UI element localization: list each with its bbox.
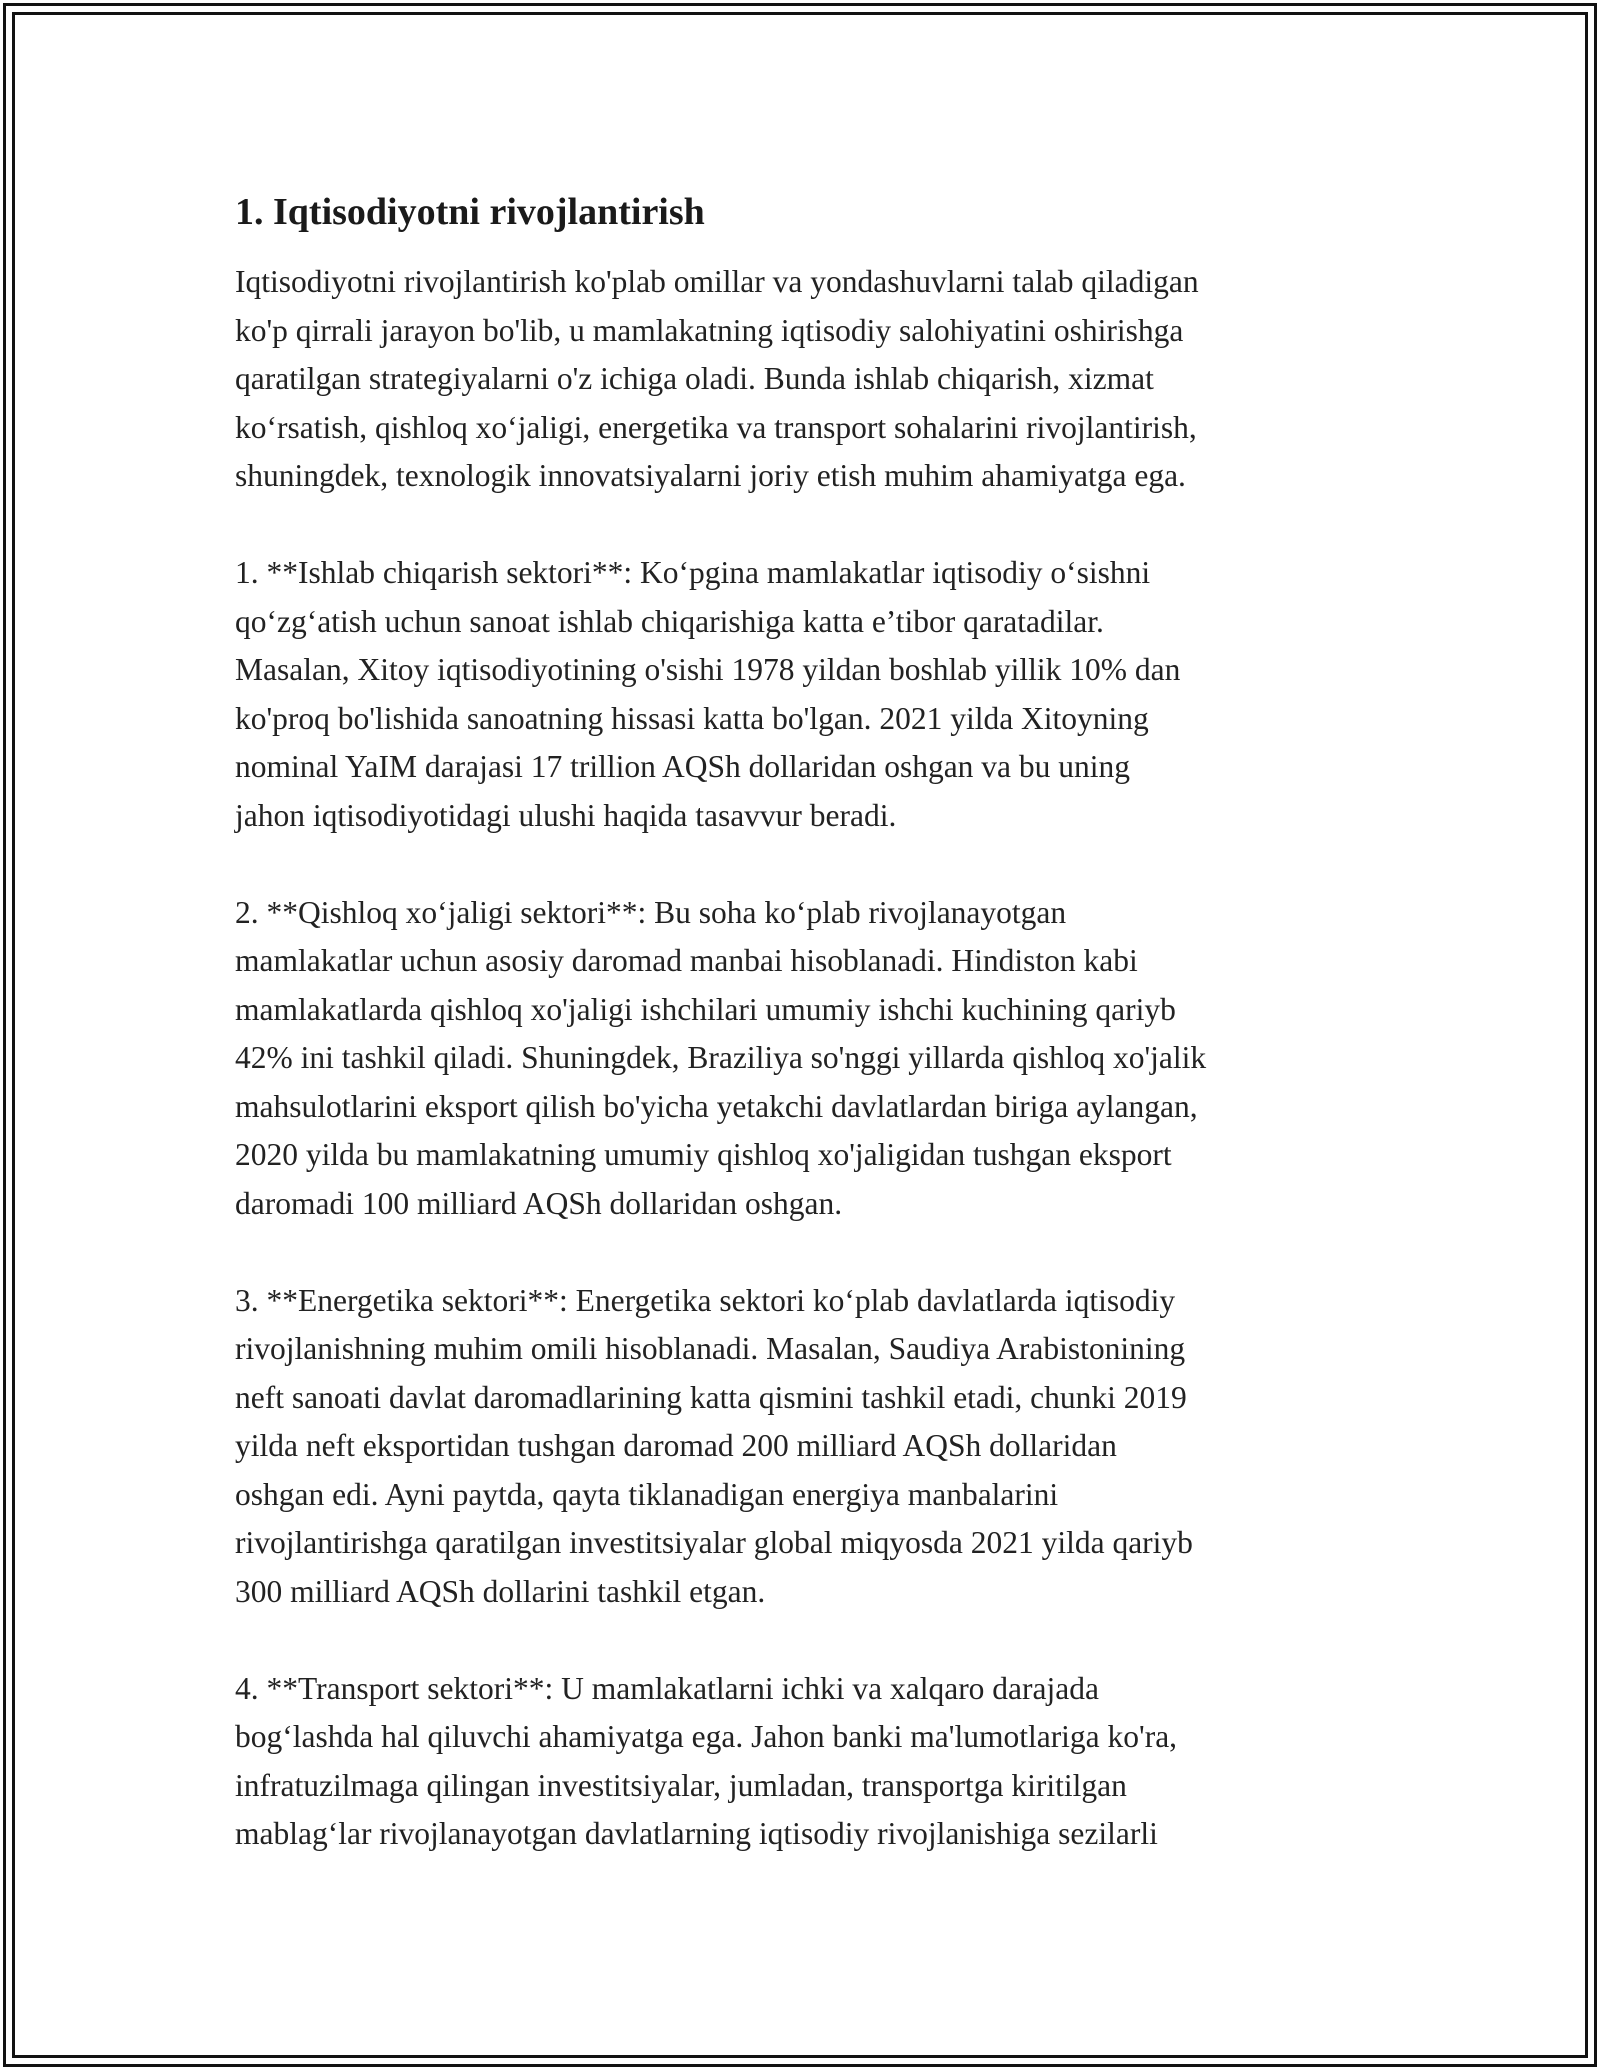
text-line: oshgan edi. Ayni paytda, qayta tiklanadigan energiya manbalarini <box>235 1476 1059 1512</box>
body-paragraph <box>235 549 1375 840</box>
text-line: mamlakatlarda qishloq xo'jaligi ishchilari umumiy ishchi kuchining qariyb <box>235 991 1176 1027</box>
document-body <box>235 186 1375 1907</box>
text-line: qo‘zg‘atish uchun sanoat ishlab chiqarishiga katta e’tibor qaratadilar. <box>235 603 1104 639</box>
text-line: 2020 yilda bu mamlakatning umumiy qishloq xo'jaligidan tushgan eksport <box>235 1137 1172 1172</box>
text-line: shuningdek, texnologik innovatsiyalarni joriy etish muhim ahamiyatga ega. <box>235 458 1186 493</box>
text-line: neft sanoati davlat daromadlarining katta qismini tashkil etadi, chunki 2019 <box>235 1379 1187 1415</box>
body-paragraph <box>235 1665 1375 1859</box>
text-line: mablag‘lar rivojlanayotgan davlatlarning iqtisodiy rivojlanishiga sezilarli <box>235 1816 1158 1851</box>
text-line: nominal YaIM darajasi 17 trillion AQSh dollaridan oshgan va bu uning <box>235 749 1131 784</box>
body-paragraph <box>235 258 1375 501</box>
body-paragraph <box>235 1277 1375 1617</box>
body-paragraph <box>235 889 1375 1229</box>
text-line: ko'proq bo'lishida sanoatning hissasi katta bo'lgan. 2021 yilda Xitoyning <box>235 700 1149 736</box>
text-line: 3. **Energetika sektori**: Energetika sektori ko‘plab davlatlarda iqtisodiy <box>235 1282 1176 1318</box>
text-line: daromadi 100 milliard AQSh dollaridan oshgan. <box>235 1185 843 1221</box>
text-line: rivojlanishning muhim omili hisoblanadi. Masalan, Saudiya Arabistonining <box>235 1331 1186 1366</box>
paragraph-list <box>235 258 1375 1859</box>
text-line: Iqtisodiyotni rivojlantirish ko'plab omillar va yondashuvlarni talab qiladigan <box>235 264 1199 299</box>
text-line: 1. **Ishlab chiqarish sektori**: Ko‘pgina mamlakatlar iqtisodiy o‘sishni <box>235 555 1151 590</box>
text-line: yilda neft eksportidan tushgan daromad 200 milliard AQSh dollaridan <box>235 1428 1117 1463</box>
text-line: mamlakatlar uchun asosiy daromad manbai hisoblanadi. Hindiston kabi <box>235 943 1138 978</box>
text-line: qaratilgan strategiyalarni o'z ichiga oladi. Bunda ishlab chiqarish, xizmat <box>235 361 1154 396</box>
text-line: 2. **Qishloq xo‘jaligi sektori**: Bu soha ko‘plab rivojlanayotgan <box>235 894 1067 930</box>
text-line: Masalan, Xitoy iqtisodiyotining o'sishi 1978 yildan boshlab yillik 10% dan <box>235 652 1181 687</box>
text-line: mahsulotlarini eksport qilish bo'yicha yetakchi davlatlardan biriga aylangan, <box>235 1088 1198 1124</box>
text-line: ko‘rsatish, qishloq xo‘jaligi, energetika va transport sohalarini rivojlantirish, <box>235 409 1197 445</box>
text-line: infratuzilmaga qilingan investitsiyalar, jumladan, transportga kiritilgan <box>235 1767 1127 1803</box>
text-line: 4. **Transport sektori**: U mamlakatlarni ichki va xalqaro darajada <box>235 1670 1099 1706</box>
text-line: rivojlantirishga qaratilgan investitsiyalar global miqyosda 2021 yilda qariyb <box>235 1525 1193 1560</box>
text-line: 300 milliard AQSh dollarini tashkil etgan. <box>235 1573 766 1609</box>
text-line: jahon iqtisodiyotidagi ulushi haqida tasavvur beradi. <box>235 797 897 833</box>
text-line: bog‘lashda hal qiluvchi ahamiyatga ega. Jahon banki ma'lumotlariga ko'ra, <box>235 1719 1178 1754</box>
text-line: ko'p qirrali jarayon bo'lib, u mamlakatning iqtisodiy salohiyatini oshirishga <box>235 312 1184 348</box>
text-line: 42% ini tashkil qiladi. Shuningdek, Braziliya so'nggi yillarda qishloq xo'jalik <box>235 1040 1207 1075</box>
section-title: 1. Iqtisodiyotni rivojlantirish <box>235 191 705 233</box>
